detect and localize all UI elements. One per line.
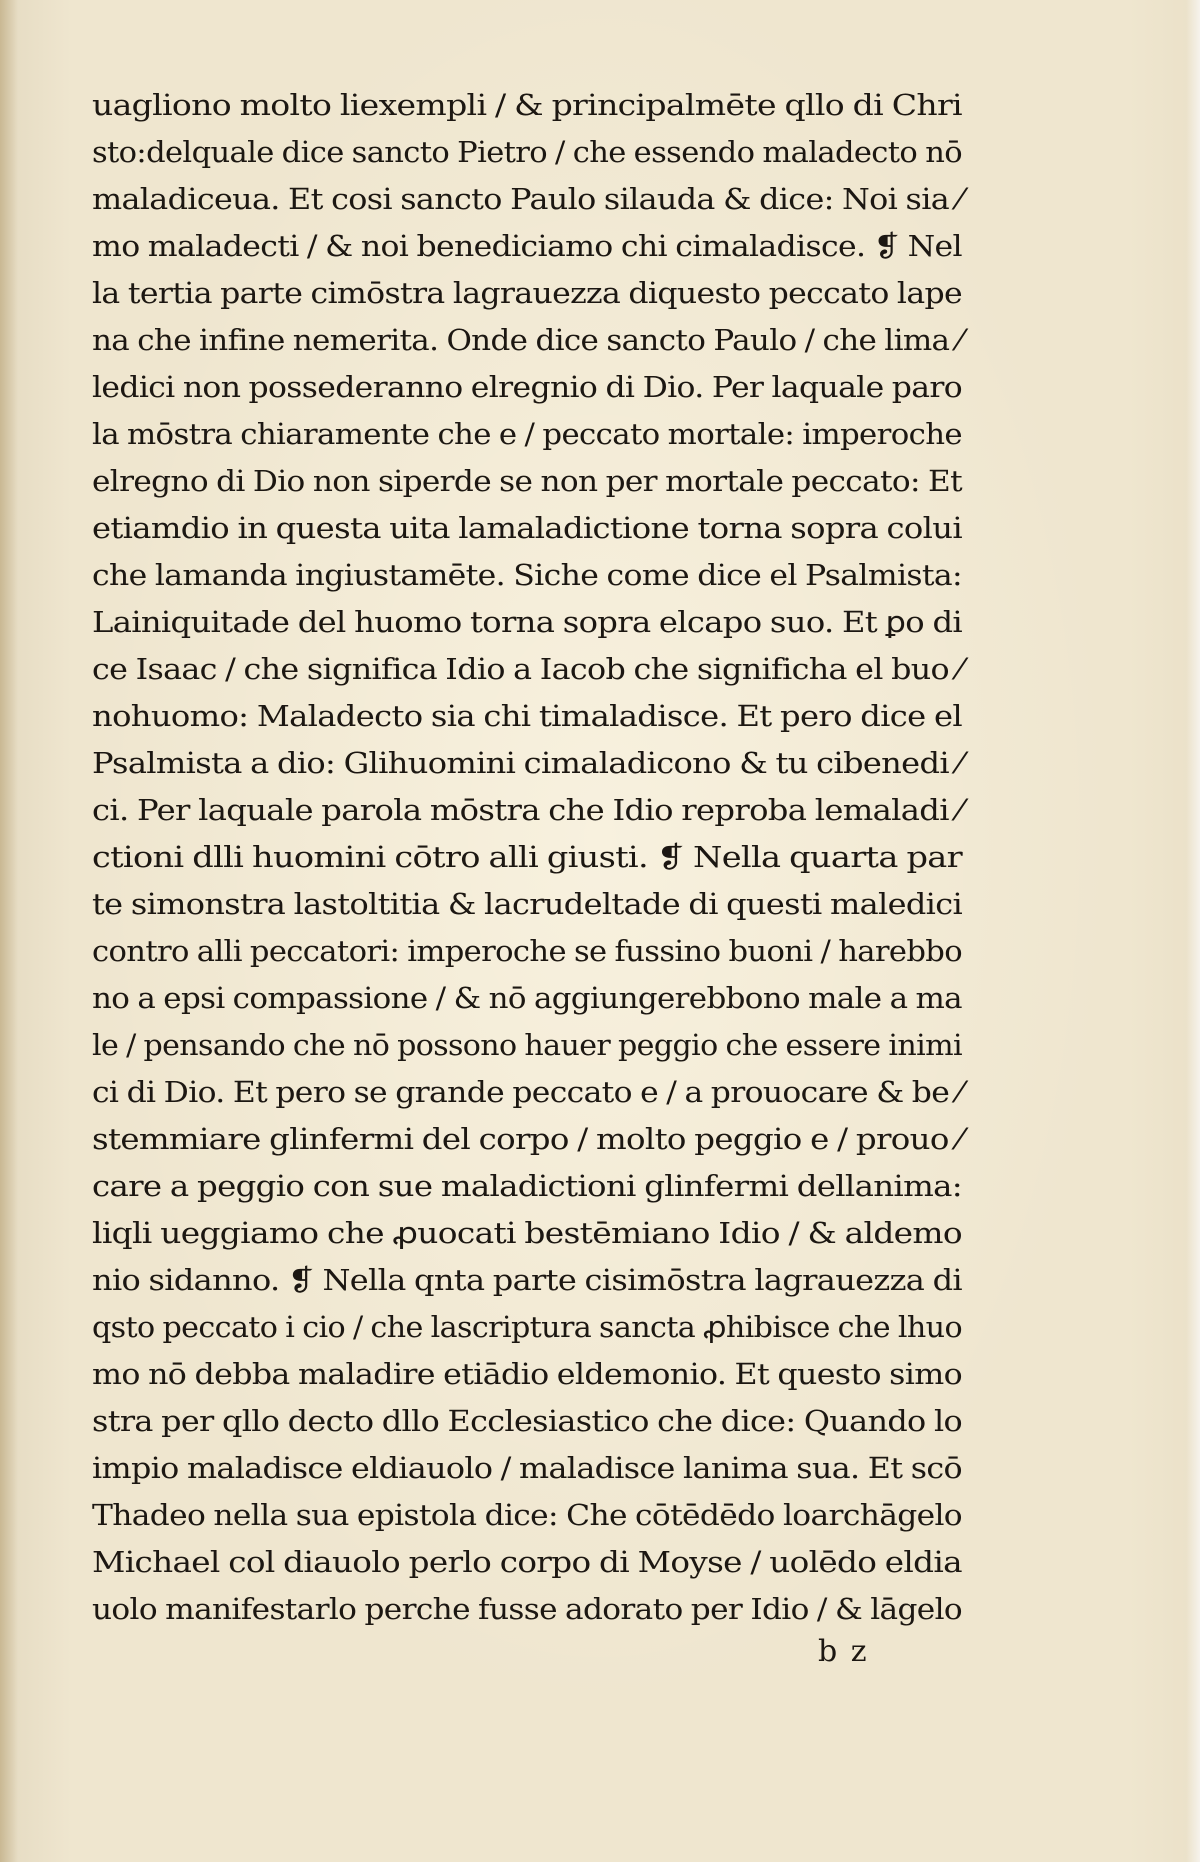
text-line: uagliono molto liexempli / & principalmēte qllo di Chri — [92, 88, 962, 122]
text-line: nio sidanno. ❡ Nella qnta parte cisimōstra lagrauezza di — [92, 1263, 963, 1297]
text-line: nohuomo: Maladecto sia chi timaladisce. Et pero dice el — [92, 699, 963, 733]
text-line: ledici non possederanno elregnio di Dio. Per laquale paro — [92, 370, 962, 404]
text-line: Lainiquitade del huomo torna sopra elcapo suo. Et ꝑo di — [92, 605, 963, 639]
text-line: ci di Dio. Et pero se grande peccato e / a prouocare & be ⁄ — [92, 1075, 963, 1109]
text-line: mo maladecti / & noi benediciamo chi cimaladisce. ❡ Nel — [92, 229, 962, 263]
text-line: te simonstra lastoltitia & lacrudeltade di questi maledici — [92, 887, 963, 921]
text-line: contro alli peccatori: imperoche se fussino buoni / harebbo — [92, 934, 962, 968]
text-line: stra per qllo decto dllo Ecclesiastico che dice: Quando lo — [92, 1404, 963, 1438]
text-line: Michael col diauolo perlo corpo di Moyse / uolēdo eldia — [92, 1545, 962, 1579]
page-edge — [1186, 0, 1200, 1862]
text-line: impio maladisce eldiauolo / maladisce lanima sua. Et scō — [92, 1451, 963, 1485]
text-line: no a epsi compassione / & nō aggiungerebbono male a ma — [92, 981, 962, 1015]
text-line: qsto peccato i cio / che lascriptura sancta ꝓhibisce che lhuo — [92, 1310, 963, 1344]
text-line: sto:delquale dice sancto Pietro / che essendo maladecto nō — [92, 135, 962, 169]
text-line: Thadeo nella sua epistola dice: Che cōtēdēdo loarchāgelo — [92, 1498, 963, 1532]
text-line: liqli ueggiamo che ꝓuocati bestēmiano Idio / & aldemo — [92, 1216, 962, 1250]
text-line: che lamanda ingiustamēte. Siche come dice el Psalmista: — [92, 558, 962, 592]
text-line: maladiceua. Et cosi sancto Paulo silauda & dice: Noi sia ⁄ — [92, 182, 963, 216]
text-line: ci. Per laquale parola mōstra che Idio reproba lemaladi ⁄ — [92, 793, 963, 827]
text-line: care a peggio con sue maladictioni glinfermi dellanima: — [92, 1169, 963, 1203]
text-line: ctioni dlli huomini cōtro alli giusti. ❡ Nella quarta par — [92, 840, 962, 874]
gutter-shadow — [0, 0, 18, 1862]
text-line: Psalmista a dio: Glihuomini cimaladicono & tu cibenedi ⁄ — [92, 746, 963, 780]
text-line: etiamdio in questa uita lamaladictione torna sopra colui — [92, 511, 962, 545]
text-line: elregno di Dio non siperde se non per mortale peccato: Et — [92, 464, 962, 498]
text-line: la mōstra chiaramente che e / peccato mortale: imperoche — [92, 417, 962, 451]
text-line: ce Isaac / che significa Idio a Iacob che significha el buo ⁄ — [92, 652, 962, 686]
text-line: na che infine nemerita. Onde dice sancto Paulo / che lima ⁄ — [92, 323, 963, 357]
text-line: uolo manifestarlo perche fusse adorato per Idio / & lāgelo — [92, 1592, 963, 1626]
text-line: stemmiare glinfermi del corpo / molto peggio e / prouo ⁄ — [92, 1122, 962, 1156]
text-line: la tertia parte cimōstra lagrauezza diquesto peccato lape — [92, 276, 963, 310]
text-block — [92, 82, 962, 1633]
text-line: le / pensando che nō possono hauer peggio che essere inimi — [92, 1028, 962, 1062]
text-line: mo nō debba maladire etiādio eldemonio. Et questo simo — [92, 1357, 962, 1391]
signature-mark: b z — [818, 1634, 869, 1669]
